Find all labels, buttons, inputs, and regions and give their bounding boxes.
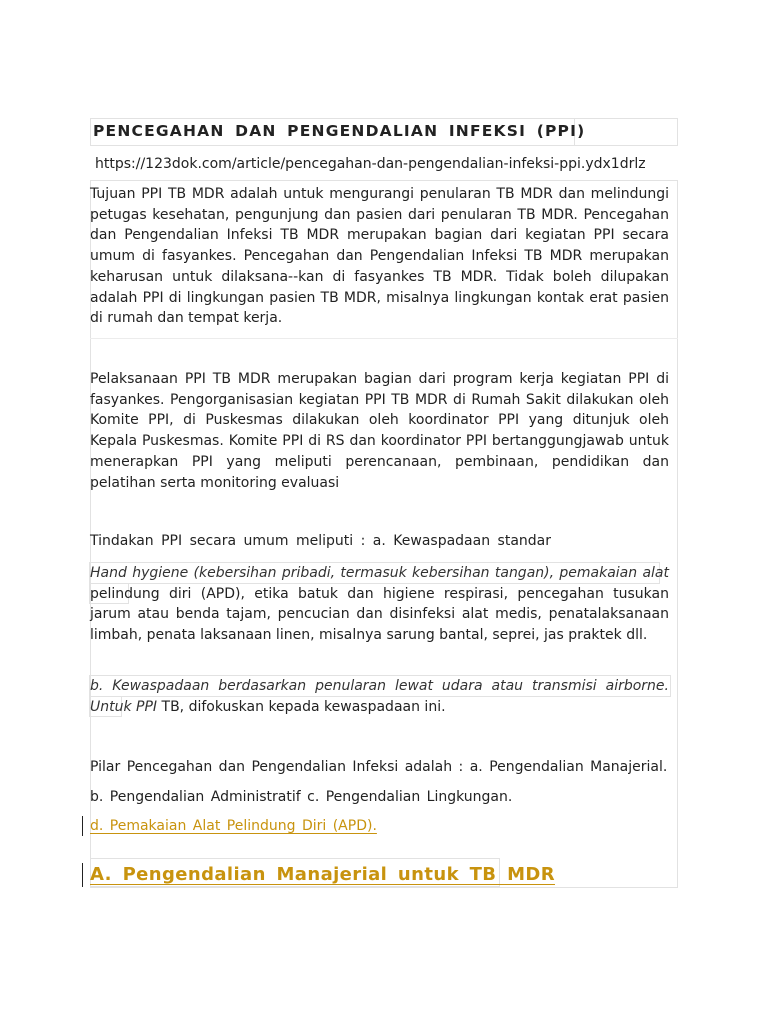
source-url[interactable]: https://123dok.com/article/pencegahan-dan-pengendalian-infeksi-ppi.ydx1drlz bbox=[95, 156, 646, 172]
pilar-b-line: b. Pengendalian Administratif c. Pengendalian Lingkungan. bbox=[90, 789, 513, 805]
paragraph-airborne bbox=[90, 676, 669, 717]
divider bbox=[90, 338, 678, 339]
paragraph-pelaksanaan: Pelaksanaan PPI TB MDR merupakan bagian dari program kerja kegiatan PPI di fasyankes. Pengorganisasian kegiatan PPI TB MDR di Rumah Sakit dilakukan oleh Komite PPI, di Puskesmas dilakukan oleh koordinator PPI yang ditunjuk oleh Kepala Puskesmas. Komite PPI di RS dan koordinator PPI bertanggungjawab untuk menerapkan PPI yang meliputi perencanaan, pembinaan, pendidikan dan pelatihan serta monitoring evaluasi bbox=[90, 371, 669, 491]
paragraph-airborne-rest: TB, difokuskan kepada kewaspadaan ini. bbox=[157, 698, 446, 715]
heading-manajerial[interactable]: A. Pengendalian Manajerial untuk TB MDR bbox=[90, 864, 555, 885]
paragraph-hand-hygiene-rest: pelindung diri (APD), etika batuk dan higiene respirasi, pencegahan tusukan jarum atau benda tajam, pencucian dan disinfeksi alat medis, penatalaksanaan limbah, penata laksanaan linen, misalnya sarung bantal, seprei, jas praktek dll. bbox=[90, 585, 669, 644]
pilar-line: Pilar Pencegahan dan Pengendalian Infeksi adalah : a. Pengendalian Manajerial. bbox=[90, 759, 668, 775]
text-cursor-2 bbox=[82, 863, 83, 887]
pilar-d-link[interactable]: d. Pemakaian Alat Pelindung Diri (APD). bbox=[90, 818, 377, 834]
paragraph-airborne-italic: b. Kewaspadaan berdasarkan penularan lewat udara atau transmisi airborne. Untuk PPI bbox=[90, 678, 669, 715]
title-box bbox=[90, 118, 678, 146]
paragraph-hand-hygiene bbox=[90, 563, 669, 646]
tindakan-line: Tindakan PPI secara umum meliputi : a. Kewaspadaan standar bbox=[90, 533, 551, 549]
text-cursor bbox=[82, 816, 83, 836]
document-title: PENCEGAHAN DAN PENGENDALIAN INFEKSI (PPI) bbox=[93, 122, 586, 140]
paragraph-hand-hygiene-italic: Hand hygiene (kebersihan pribadi, termasuk kebersihan tangan), pemakaian alat bbox=[90, 565, 669, 581]
paragraph-tujuan: Tujuan PPI TB MDR adalah untuk mengurangi penularan TB MDR dan melindungi petugas kesehatan, pengunjung dan pasien dari penularan TB MDR. Pencegahan dan Pengendalian Infeksi TB MDR merupakan bagian dari kegiatan PPI secara umum di fasyankes. Pencegahan dan Pengendalian Infeksi TB MDR merupakan keharusan untuk dilaksana--kan di fasyankes TB MDR. Tidak boleh dilupakan adalah PPI di lingkungan pasien TB MDR, misalnya lingkungan kontak erat pasien di rumah dan tempat kerja. bbox=[90, 186, 669, 327]
